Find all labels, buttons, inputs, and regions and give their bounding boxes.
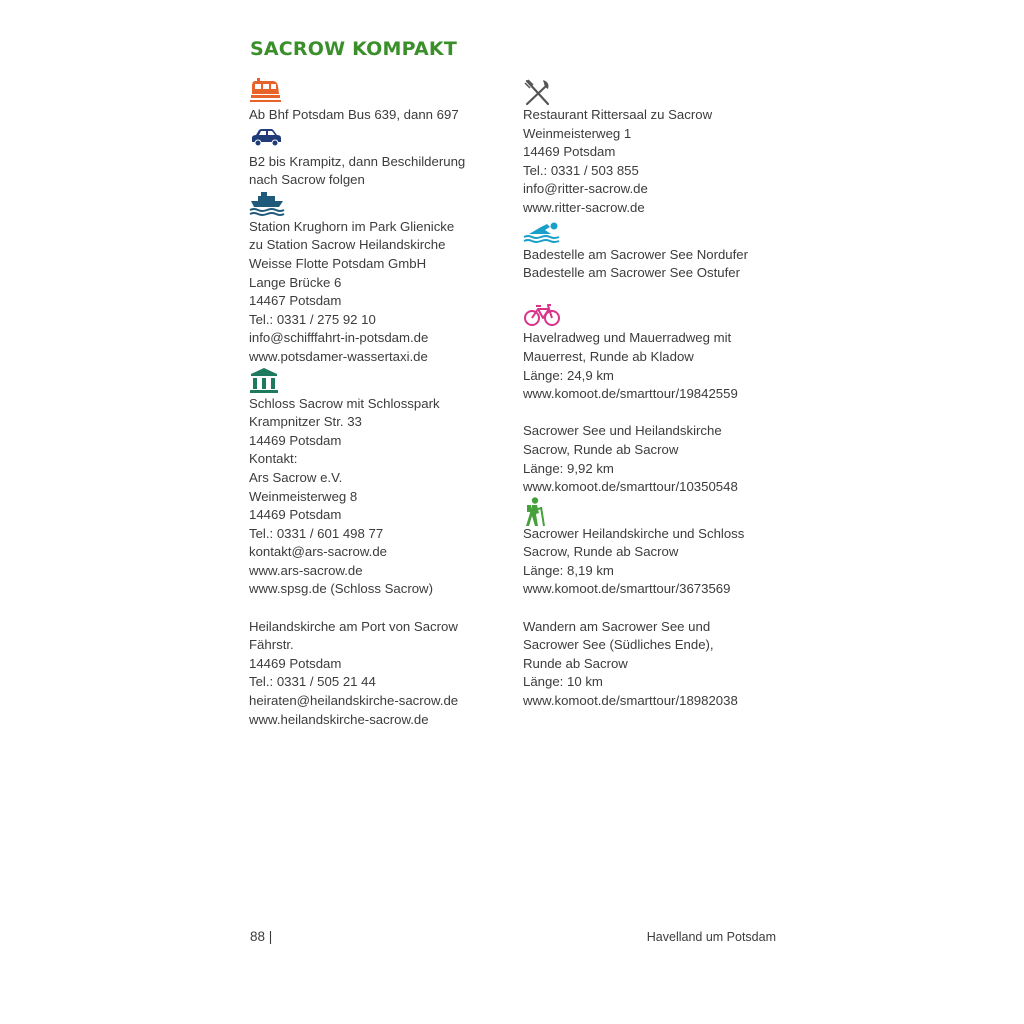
text-line: Sacrower See (Südliches Ende), <box>523 637 714 653</box>
text-line: 14469 Potsdam <box>249 655 342 671</box>
text-line: Schloss Sacrow mit Schlosspark <box>249 395 440 411</box>
text-line: Tel.: 0331 / 601 498 77 <box>249 525 384 541</box>
text-line: www.komoot.de/smarttour/3673569 <box>523 581 731 597</box>
text-line: Lange Brücke 6 <box>249 274 342 290</box>
right-bike-2-text <box>523 422 785 496</box>
text-line: www.heilandskirche-sacrow.de <box>249 711 429 727</box>
text-line: www.komoot.de/smarttour/10350548 <box>523 479 738 495</box>
restaurant-section <box>523 78 785 218</box>
page-title: SACROW KOMPAKT <box>250 38 457 60</box>
museum-icon <box>249 367 511 395</box>
right-swim-text <box>523 246 785 283</box>
text-line: Ars Sacrow e.V. <box>249 469 343 485</box>
right-restaurant-text <box>523 106 785 218</box>
text-line: Krampnitzer Str. 33 <box>249 414 362 430</box>
text-line: Wandern am Sacrower See und <box>523 618 711 634</box>
text-line: Länge: 10 km <box>523 674 603 690</box>
text-line: 14467 Potsdam <box>249 293 342 309</box>
text-line: Badestelle am Sacrower See Nordufer <box>523 246 749 262</box>
text-line: www.spsg.de (Schloss Sacrow) <box>249 581 433 597</box>
text-line: Sacrower Heilandskirche und Schloss <box>523 525 745 541</box>
text-line: info@schifffahrt-in-potsdam.de <box>249 330 429 346</box>
text-line: Tel.: 0331 / 505 21 44 <box>249 674 376 690</box>
left-train-text <box>249 106 511 125</box>
text-line: www.ars-sacrow.de <box>249 562 363 578</box>
swimmer-icon <box>523 218 785 246</box>
text-line: Runde ab Sacrow <box>523 655 628 671</box>
text-line: 14469 Potsdam <box>523 144 616 160</box>
right-bike-1-text <box>523 329 785 403</box>
sights-section <box>249 367 511 730</box>
text-line: 14469 Potsdam <box>249 507 342 523</box>
ship-icon <box>249 190 511 218</box>
text-line: zu Station Sacrow Heilandskirche <box>249 237 446 253</box>
bicycle-icon <box>523 301 785 329</box>
ship-section <box>249 190 511 367</box>
text-line: Tel.: 0331 / 503 855 <box>523 162 639 178</box>
car-icon <box>249 125 511 153</box>
text-line: Ab Bhf Potsdam Bus 639, dann 697 <box>249 107 459 122</box>
hike-section <box>523 497 785 711</box>
text-line: Havelradweg und Mauerradweg mit <box>523 330 732 346</box>
text-line: Sacrow, Runde ab Sacrow <box>523 544 679 560</box>
text-line: Station Krughorn im Park Glienicke <box>249 218 455 234</box>
text-line: B2 bis Krampitz, dann Beschilderung <box>249 153 466 169</box>
left-sights-2-text <box>249 618 511 730</box>
text-line: www.ritter-sacrow.de <box>523 199 645 215</box>
right-column <box>523 78 785 711</box>
text-line: Länge: 24,9 km <box>523 367 614 383</box>
left-ship-text <box>249 218 511 367</box>
text-line: nach Sacrow folgen <box>249 172 365 188</box>
page-number: 88 | <box>250 929 273 944</box>
text-line: Badestelle am Sacrower See Ostufer <box>523 265 740 281</box>
text-line: Weinmeisterweg 1 <box>523 125 632 141</box>
text-line: Kontakt: <box>249 451 298 467</box>
text-line: Länge: 9,92 km <box>523 460 614 476</box>
text-line: www.komoot.de/smarttour/18982038 <box>523 693 738 709</box>
car-section <box>249 125 511 190</box>
text-line: heiraten@heilandskirche-sacrow.de <box>249 693 459 709</box>
text-line: Mauerrest, Runde ab Kladow <box>523 348 694 364</box>
swim-section <box>523 218 785 302</box>
text-line: Sacrow, Runde ab Sacrow <box>523 441 679 457</box>
text-line: Weisse Flotte Potsdam GmbH <box>249 255 427 271</box>
text-line: 14469 Potsdam <box>249 432 342 448</box>
text-line: Weinmeisterweg 8 <box>249 488 358 504</box>
text-line: www.potsdamer-wassertaxi.de <box>249 348 428 364</box>
text-line: Heilandskirche am Port von Sacrow <box>249 618 458 634</box>
running-footer: Havelland um Potsdam <box>646 930 776 944</box>
train-section <box>249 78 511 125</box>
text-line: Tel.: 0331 / 275 92 10 <box>249 311 376 327</box>
text-line: Fährstr. <box>249 637 294 653</box>
fork-knife-icon <box>523 78 785 106</box>
text-line: Länge: 8,19 km <box>523 562 614 578</box>
left-sights-1-text <box>249 395 511 600</box>
text-line: info@ritter-sacrow.de <box>523 181 648 197</box>
right-hike-1-text <box>523 525 785 599</box>
bike-section <box>523 301 785 496</box>
left-car-text <box>249 153 511 190</box>
text-line: Sacrower See und Heilandskirche <box>523 423 722 439</box>
train-icon <box>249 78 511 106</box>
text-line: Restaurant Rittersaal zu Sacrow <box>523 107 713 122</box>
right-hike-2-text <box>523 618 785 711</box>
text-line: kontakt@ars-sacrow.de <box>249 544 387 560</box>
hiker-icon <box>523 497 785 525</box>
text-line: www.komoot.de/smarttour/19842559 <box>523 386 738 402</box>
left-column <box>249 78 511 729</box>
